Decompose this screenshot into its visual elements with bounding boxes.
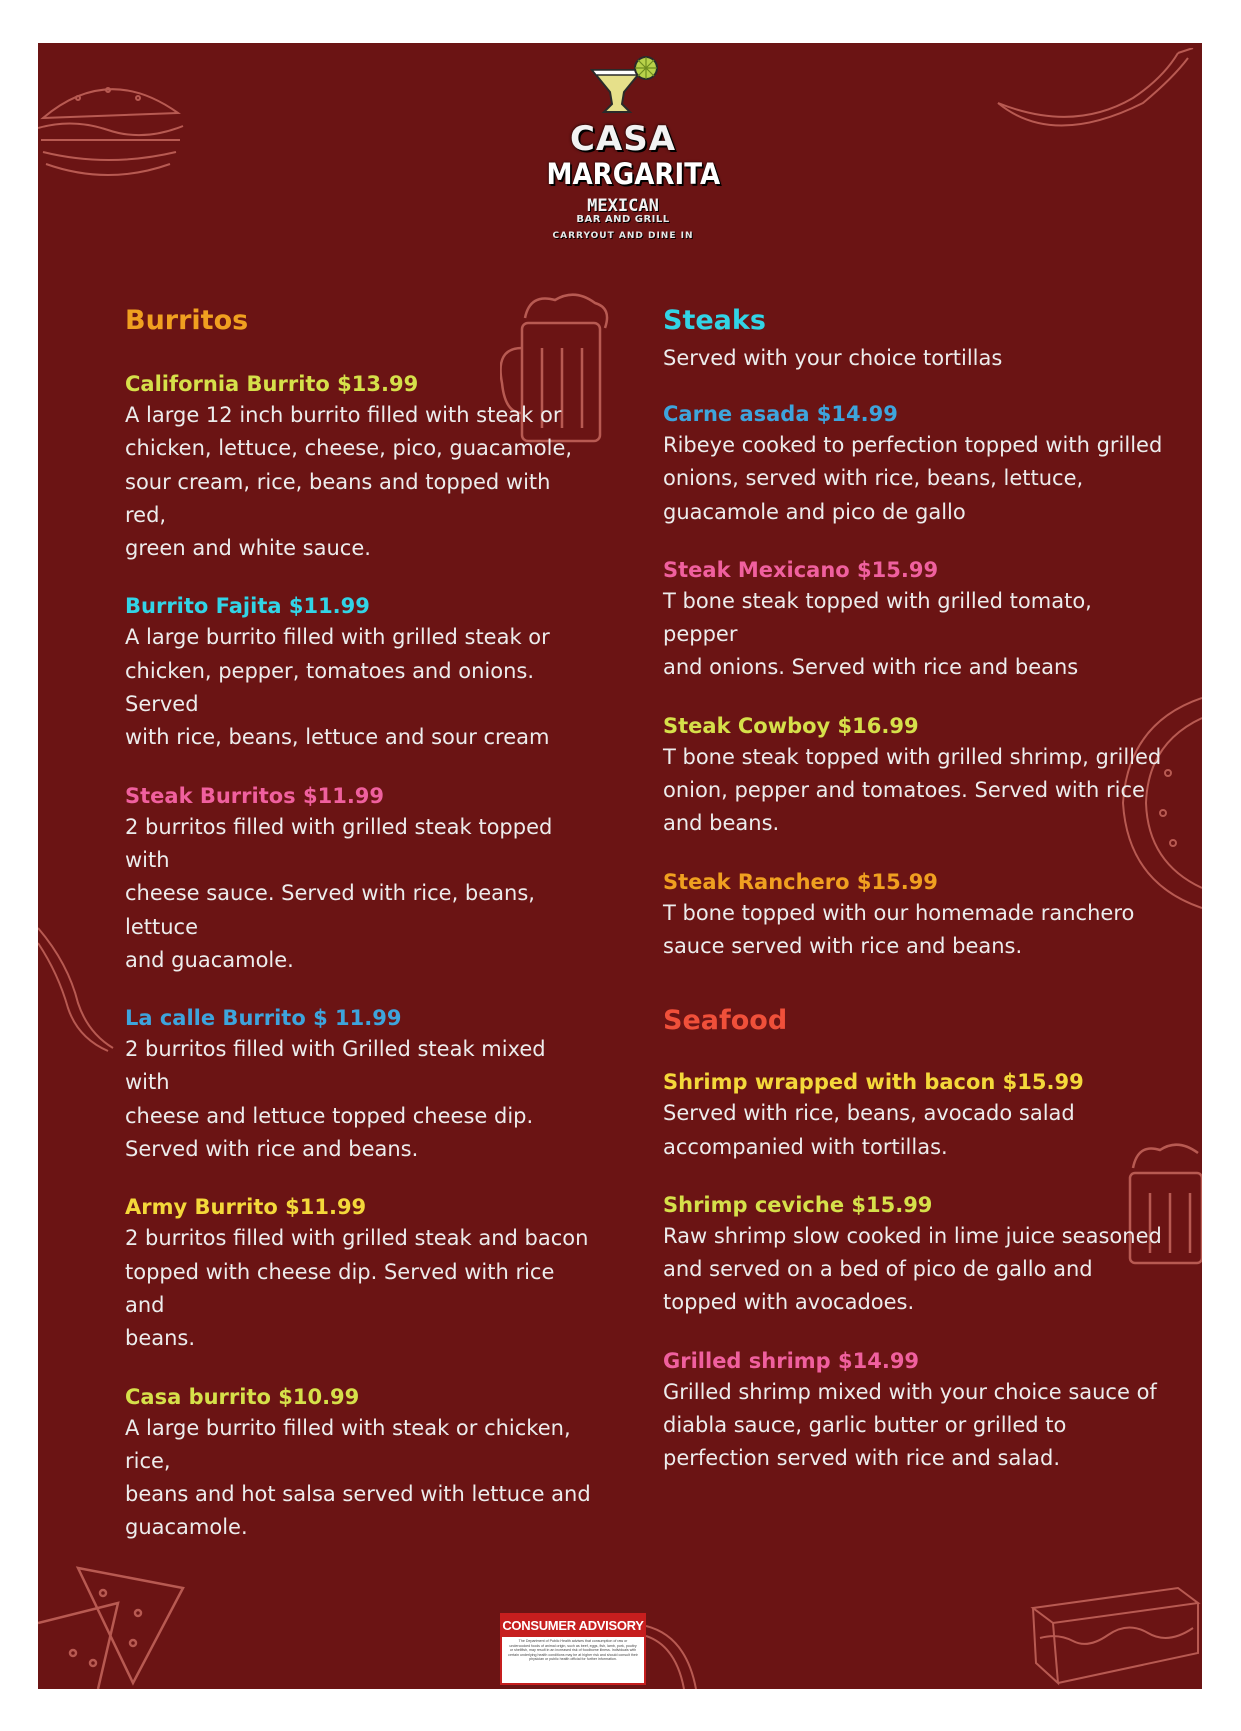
menu-item-description: sour cream, rice, beans and topped with red, bbox=[125, 469, 551, 527]
menu-item-title: La calle Burrito $ 11.99 bbox=[125, 1006, 402, 1031]
menu-item-title: Steak Mexicano $15.99 bbox=[663, 557, 939, 582]
menu-item-title: Army Burrito $11.99 bbox=[125, 1195, 367, 1220]
logo-bar-and-grill: BAR AND GRILL bbox=[576, 214, 670, 225]
menu-item-description: onion, pepper and tomatoes. Served with rice bbox=[663, 778, 1145, 803]
burritos-list bbox=[125, 369, 595, 1545]
menu-item-description: Served with rice and beans. bbox=[125, 1137, 419, 1162]
menu-item-title: Steak Cowboy $16.99 bbox=[663, 713, 919, 738]
logo-margarita: MARGARITA bbox=[546, 157, 721, 191]
logo-casa: CASA bbox=[569, 119, 677, 159]
menu-item bbox=[125, 1003, 595, 1166]
menu-item-description: T bone steak topped with grilled shrimp, grilled bbox=[663, 744, 1162, 769]
menu-item-description: perfection served with rice and salad. bbox=[663, 1446, 1061, 1471]
menu-item bbox=[125, 1382, 595, 1545]
menu-item-title: Shrimp wrapped with bacon $15.99 bbox=[663, 1070, 1084, 1095]
menu-item-description: sauce served with rice and beans. bbox=[663, 933, 1023, 958]
menu-item-title: California Burrito $13.99 bbox=[125, 372, 419, 396]
menu-item-title: Steak Burritos $11.99 bbox=[125, 783, 385, 808]
steaks-list bbox=[663, 399, 1163, 963]
steaks-subtitle: Served with your choice tortillas bbox=[663, 346, 1003, 370]
consumer-advisory-text: The Department of Public Health advises that consumption of raw or undercooked foods of animal origin, such as beef, eggs, fish, lamb, pork, poultry or shellfish, may result in an increased risk of foodborne illness. Individuals with certain underlying health conditions may be at higher risk and should consult their physician or public health official for further information. bbox=[508, 1639, 638, 1662]
menu-item bbox=[663, 867, 1163, 964]
menu-item-description: topped with avocadoes. bbox=[663, 1290, 915, 1315]
menu-item-description: Raw shrimp slow cooked in lime juice seasoned bbox=[663, 1223, 1162, 1248]
menu-item-description: and guacamole. bbox=[125, 947, 294, 972]
menu-item-description: guacamole and pico de gallo bbox=[663, 499, 966, 524]
menu-item-description: and beans. bbox=[663, 811, 780, 836]
seafood-heading: Seafood bbox=[663, 1005, 788, 1037]
burritos-heading: Burritos bbox=[125, 305, 249, 336]
menu-item-title: Carne asada $14.99 bbox=[663, 402, 898, 426]
menu-item-description: Grilled shrimp mixed with your choice sauce of bbox=[663, 1379, 1157, 1404]
menu-item-description: Ribeye cooked to perfection topped with grilled bbox=[663, 433, 1163, 457]
menu-item-description: A large burrito filled with grilled steak or bbox=[125, 625, 550, 650]
menu-page bbox=[38, 43, 1202, 1689]
menu-item-title: Burrito Fajita $11.99 bbox=[125, 594, 370, 619]
margarita-glass-icon bbox=[538, 56, 708, 118]
menu-item-description: accompanied with tortillas. bbox=[663, 1134, 948, 1159]
menu-item-description: beans. bbox=[125, 1326, 196, 1351]
consumer-advisory bbox=[500, 1613, 646, 1685]
steaks-seafood-column bbox=[663, 305, 1163, 1476]
menu-item-description: topped with cheese dip. Served with rice and bbox=[125, 1259, 555, 1317]
chili-pepper-bottom-icon bbox=[646, 1621, 726, 1689]
menu-item-description: cheese and lettuce topped cheese dip. bbox=[125, 1103, 534, 1128]
menu-item bbox=[663, 399, 1163, 529]
menu-item-description: chicken, lettuce, cheese, pico, guacamole, bbox=[125, 436, 573, 461]
nachos-icon bbox=[38, 1553, 198, 1689]
menu-item-title: Steak Ranchero $15.99 bbox=[663, 869, 938, 894]
menu-item bbox=[125, 1192, 595, 1355]
consumer-advisory-title: CONSUMER ADVISORY bbox=[502, 1615, 644, 1637]
menu-item bbox=[663, 1190, 1163, 1320]
menu-item-description: Served with rice, beans, avocado salad bbox=[663, 1101, 1075, 1126]
menu-item bbox=[125, 781, 595, 977]
burritos-column bbox=[125, 305, 595, 1545]
menu-item-description: onions, served with rice, beans, lettuce, bbox=[663, 466, 1084, 491]
menu-item bbox=[663, 1346, 1163, 1476]
menu-item-title: Shrimp ceviche $15.99 bbox=[663, 1192, 933, 1217]
menu-item-description: chicken, pepper, tomatoes and onions. Served bbox=[125, 658, 535, 717]
menu-item-description: beans and hot salsa served with lettuce and bbox=[125, 1482, 591, 1507]
menu-item-description: and served on a bed of pico de gallo and bbox=[663, 1257, 1093, 1282]
chili-pepper-left-icon bbox=[38, 923, 118, 1053]
menu-item-description: 2 burritos filled with grilled steak topped with bbox=[125, 814, 553, 872]
menu-item-description: T bone topped with our homemade ranchero bbox=[663, 900, 1135, 925]
menu-item-title: Casa burrito $10.99 bbox=[125, 1384, 360, 1409]
menu-item bbox=[663, 555, 1163, 685]
menu-item-description: green and white sauce. bbox=[125, 536, 371, 561]
menu-item-description: T bone steak topped with grilled tomato, pepper bbox=[663, 588, 1092, 647]
menu-item bbox=[663, 1067, 1163, 1164]
menu-item-description: cheese sauce. Served with rice, beans, lettuce bbox=[125, 881, 535, 939]
menu-item-description: diabla sauce, garlic butter or grilled to bbox=[663, 1413, 1067, 1438]
logo-mexican: MEXICAN bbox=[587, 196, 659, 216]
menu-item-description: guacamole. bbox=[125, 1515, 248, 1540]
chili-pepper-icon bbox=[993, 48, 1198, 158]
menu-item bbox=[125, 369, 595, 565]
menu-item-title: Grilled shrimp $14.99 bbox=[663, 1348, 920, 1373]
menu-item-description: 2 burritos filled with Grilled steak mixed with bbox=[125, 1037, 546, 1095]
logo-carryout: CARRYOUT AND DINE IN bbox=[552, 231, 694, 241]
menu-item bbox=[663, 711, 1163, 841]
menu-item bbox=[125, 591, 595, 754]
menu-item-description: 2 burritos filled with grilled steak and bacon bbox=[125, 1226, 589, 1251]
burger-icon bbox=[38, 68, 188, 188]
menu-item-description: with rice, beans, lettuce and sour cream bbox=[125, 725, 550, 750]
restaurant-logo bbox=[538, 56, 721, 246]
sandwich-icon bbox=[1028, 1583, 1202, 1689]
menu-item-description: and onions. Served with rice and beans bbox=[663, 655, 1079, 680]
seafood-list bbox=[663, 1067, 1163, 1475]
menu-item-description: A large burrito filled with steak or chicken, rice, bbox=[125, 1415, 571, 1473]
steaks-heading: Steaks bbox=[663, 305, 766, 336]
menu-item-description: A large 12 inch burrito filled with steak or bbox=[125, 403, 562, 427]
